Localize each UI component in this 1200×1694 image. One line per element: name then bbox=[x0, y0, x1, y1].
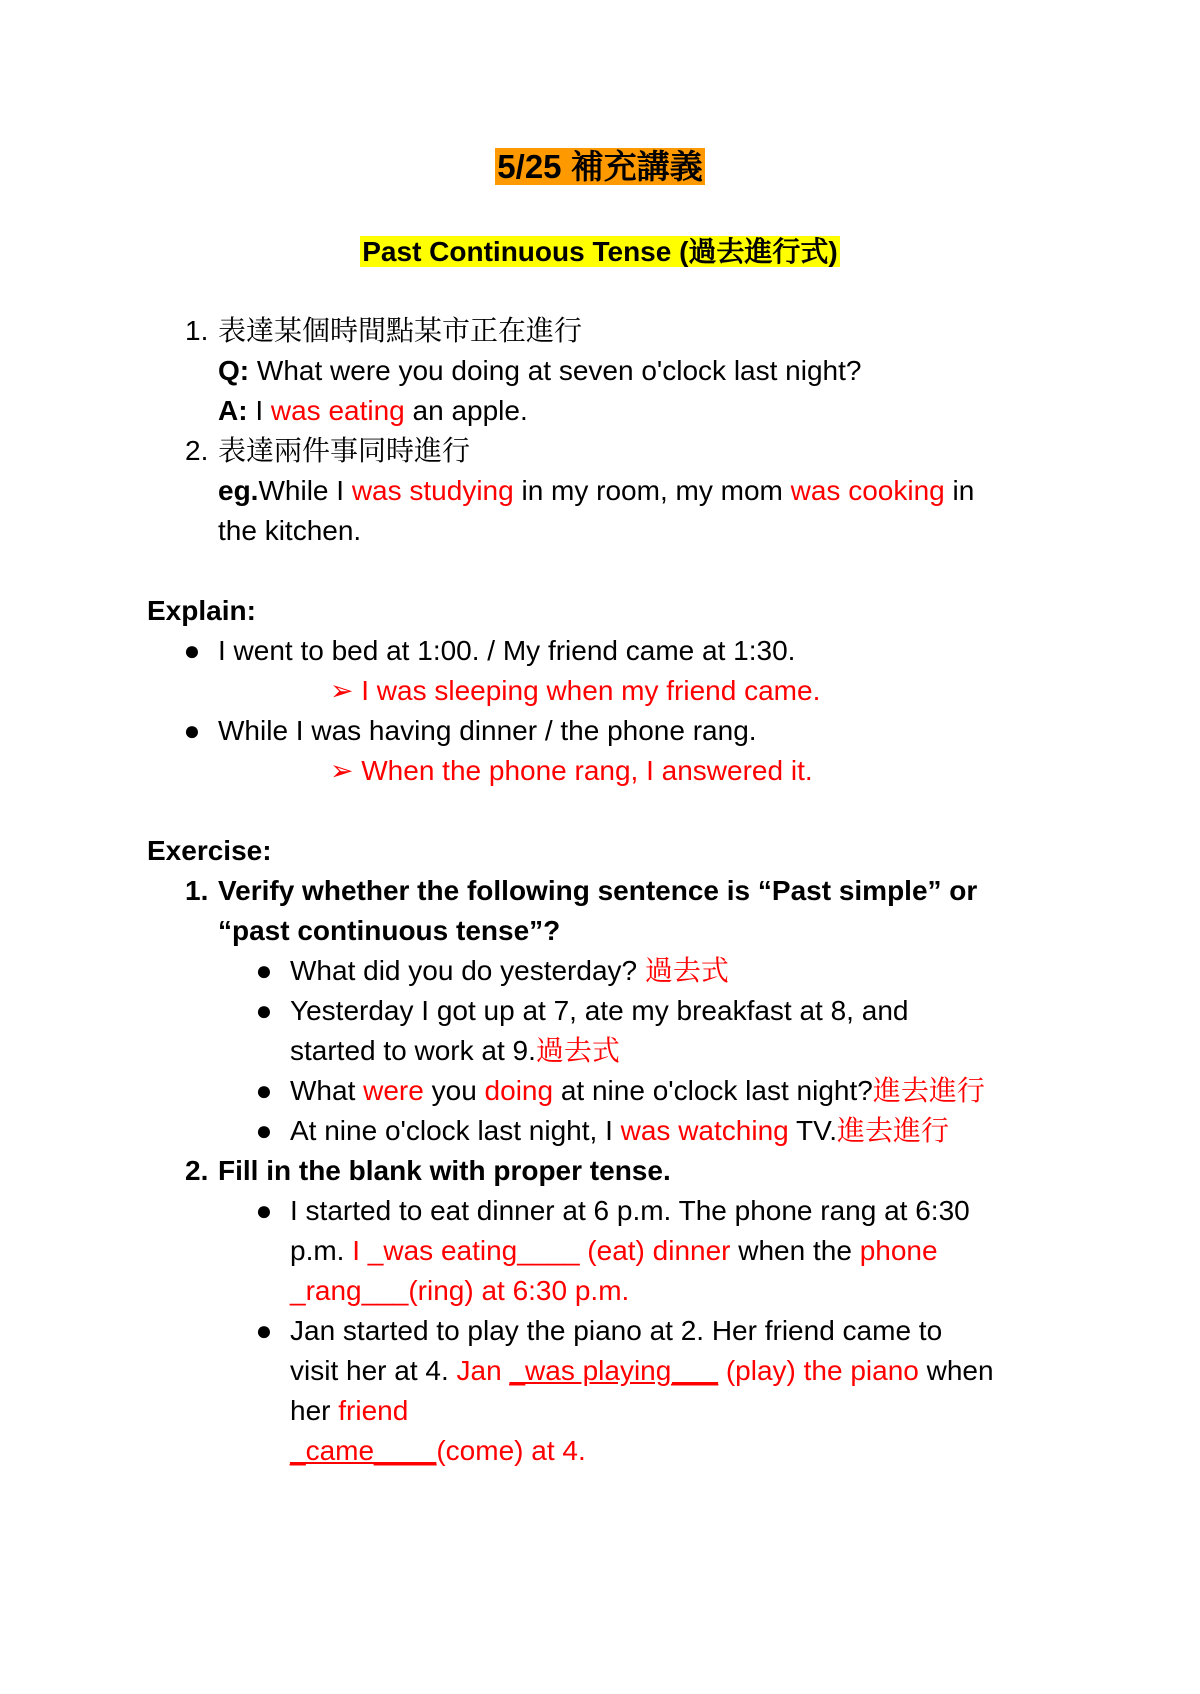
usage-1-answer bbox=[218, 391, 528, 431]
bullet-icon: ● bbox=[255, 1195, 273, 1226]
exercise-1-item-1 bbox=[290, 951, 729, 991]
exercise-1-instruction-cont: “past continuous tense”? bbox=[218, 915, 561, 946]
sentence-highlight: doing bbox=[484, 1075, 554, 1106]
exercise-1-item-2: Yesterday I got up at 7, ate my breakfast at 8, and bbox=[290, 995, 909, 1026]
exercise-1-item-2-cont bbox=[290, 1031, 620, 1071]
explain-answer-1: ➢ I was sleeping when my friend came. bbox=[330, 675, 821, 706]
subtitle-highlight: Past Continuous Tense (過去進行式) bbox=[362, 236, 838, 267]
fill-answer: _came____ bbox=[290, 1435, 437, 1466]
sentence-text: p.m. bbox=[290, 1235, 353, 1266]
sentence-text: her bbox=[290, 1395, 339, 1426]
exercise-1-item-4 bbox=[290, 1111, 949, 1151]
document-subtitle bbox=[0, 232, 1200, 272]
exercise-2-instruction: Fill in the blank with proper tense. bbox=[218, 1155, 671, 1186]
sentence-answer: 進去進行 bbox=[872, 1075, 985, 1106]
exercise-2-item-2-line-3 bbox=[290, 1391, 408, 1431]
exercise-2-item-1: I started to eat dinner at 6 p.m. The phone rang at 6:30 bbox=[290, 1195, 970, 1226]
fill-answer: I _was eating____ (eat) dinner bbox=[352, 1235, 731, 1266]
explain-answer-2: ➢ When the phone rang, I answered it. bbox=[330, 755, 813, 786]
sentence-text: at nine o'clock last night? bbox=[553, 1075, 873, 1106]
explain-item-2: While I was having dinner / the phone rang. bbox=[218, 715, 757, 746]
sentence-text: At nine o'clock last night, I bbox=[290, 1115, 621, 1146]
example-label: eg. bbox=[218, 475, 259, 506]
sentence-highlight: Jan bbox=[456, 1355, 510, 1386]
explain-item-1: I went to bed at 1:00. / My friend came at 1:30. bbox=[218, 635, 796, 666]
exercise-2-item-2: Jan started to play the piano at 2. Her friend came to bbox=[290, 1315, 943, 1346]
sentence-text: when bbox=[918, 1355, 994, 1386]
answer-highlight: was eating bbox=[270, 395, 405, 426]
exercise-1-number: 1. bbox=[185, 875, 209, 906]
exercise-2-item-1-line-3: _rang___(ring) at 6:30 p.m. bbox=[290, 1275, 630, 1306]
sentence-highlight: (come) at 4. bbox=[436, 1435, 586, 1466]
bullet-icon: ● bbox=[255, 1115, 273, 1146]
sentence-answer: 過去式 bbox=[644, 955, 729, 986]
bullet-icon: ● bbox=[255, 1075, 273, 1106]
usage-1-heading: 表達某個時間點某市正在進行 bbox=[218, 315, 583, 346]
exercise-2-item-2-line-4 bbox=[290, 1431, 586, 1471]
usage-2-example bbox=[218, 471, 974, 511]
bullet-icon: ● bbox=[183, 635, 201, 666]
sentence-highlight: (play) the piano bbox=[718, 1355, 919, 1386]
fill-answer: _was playing___ bbox=[509, 1355, 719, 1386]
sentence-answer: 進去進行 bbox=[837, 1115, 950, 1146]
usage-2-example-cont: the kitchen. bbox=[218, 515, 362, 546]
sentence-highlight: phone bbox=[859, 1235, 938, 1266]
example-highlight-2: was cooking bbox=[790, 475, 945, 506]
usage-2-number: 2. bbox=[185, 435, 209, 466]
sentence-highlight: was watching bbox=[620, 1115, 789, 1146]
question-label: Q: bbox=[218, 355, 250, 386]
sentence-text: started to work at 9. bbox=[290, 1035, 536, 1066]
answer-text-post: an apple. bbox=[404, 395, 528, 426]
example-text-2: in my room, my mom bbox=[513, 475, 791, 506]
sentence-highlight: friend bbox=[338, 1395, 409, 1426]
sentence-text: TV. bbox=[788, 1115, 837, 1146]
exercise-2-item-2-line-2 bbox=[290, 1351, 994, 1391]
exercise-1-item-3 bbox=[290, 1071, 985, 1111]
exercise-2-item-1-line-2 bbox=[290, 1231, 938, 1271]
usage-2-heading: 表達兩件事同時進行 bbox=[218, 435, 471, 466]
document-title bbox=[0, 145, 1200, 189]
example-text-1: While I bbox=[258, 475, 352, 506]
usage-1-number: 1. bbox=[185, 315, 209, 346]
sentence-text: when the bbox=[730, 1235, 860, 1266]
sentence-text: What bbox=[290, 1075, 364, 1106]
sentence-text: you bbox=[423, 1075, 485, 1106]
bullet-icon: ● bbox=[255, 1315, 273, 1346]
title-highlight: 5/25 補充講義 bbox=[497, 148, 703, 185]
usage-1-question bbox=[218, 351, 861, 391]
bullet-icon: ● bbox=[255, 955, 273, 986]
exercise-2-number: 2. bbox=[185, 1155, 209, 1186]
answer-text-pre: I bbox=[247, 395, 271, 426]
exercise-1-instruction: Verify whether the following sentence is “Past simple” or bbox=[218, 875, 978, 906]
exercise-heading: Exercise: bbox=[147, 835, 272, 866]
sentence-text: visit her at 4. bbox=[290, 1355, 457, 1386]
bullet-icon: ● bbox=[255, 995, 273, 1026]
bullet-icon: ● bbox=[183, 715, 201, 746]
sentence-highlight: were bbox=[363, 1075, 424, 1106]
example-text-3: in bbox=[944, 475, 975, 506]
answer-label: A: bbox=[218, 395, 248, 426]
explain-heading: Explain: bbox=[147, 595, 256, 626]
sentence-text: What did you do yesterday? bbox=[290, 955, 645, 986]
question-text: What were you doing at seven o'clock last night? bbox=[249, 355, 862, 386]
sentence-answer: 過去式 bbox=[535, 1035, 620, 1066]
example-highlight-1: was studying bbox=[351, 475, 514, 506]
